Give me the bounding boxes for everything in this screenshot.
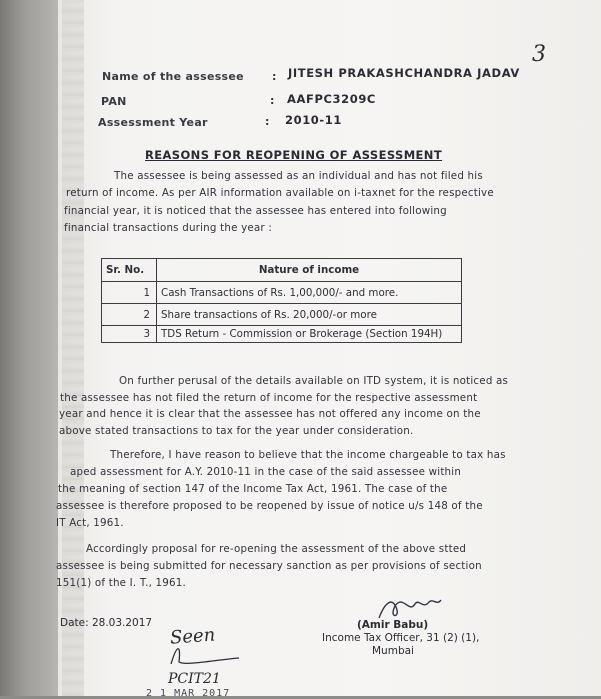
row-text: Share transactions of Rs. 20,000/-or more [157,304,462,326]
para-intro-line: return of income. As per AIR information available on i-taxnet for the respective [66,187,494,199]
para-belief-line: the meaning of section 147 of the Income Tax Act, 1961. The case of the [58,483,448,495]
para-proposal-line: assessee is being submitted for necessary sanction as per provisions of section [56,560,482,572]
para-belief-line: Therefore, I have reason to believe that the income chargeable to tax has [110,449,506,461]
document-date: Date: 28.03.2017 [60,617,153,629]
assessee-name: JITESH PRAKASHCHANDRA JADAV [288,66,520,80]
row-number: 3 [102,326,157,343]
para-belief-line: assessee is therefore proposed to be reopened by issue of notice u/s 148 of the [56,500,483,512]
row-number: 2 [102,304,157,326]
para-proposal-line: Accordingly proposal for re-opening the assessment of the above stted [86,543,467,555]
document-title: REASONS FOR REOPENING OF ASSESSMENT [145,148,443,162]
pcit-initials: PCIT21 [168,671,221,687]
col-header-sr: Sr. No. [102,259,157,282]
para-intro-line: financial year, it is noticed that the assessee has entered into following [64,205,447,217]
para-perusal-line: On further perusal of the details available on ITD system, it is noticed as [119,375,509,387]
seen-scribble [165,640,245,670]
pan-label: PAN [101,95,127,108]
page-number: 3 [532,42,546,67]
row-number: 1 [102,282,157,304]
officer-place: Mumbai [372,645,414,657]
row-text: Cash Transactions of Rs. 1,00,000/- and more. [157,282,462,304]
para-proposal-line: 151(1) of the I. T., 1961. [56,577,187,589]
binder-edge [62,0,84,696]
para-belief-line: IT Act, 1961. [56,517,124,529]
para-belief-line: aped assessment for A.Y. 2010-11 in the case of the said assessee within [70,466,462,478]
para-intro-line: The assessee is being assessed as an individual and has not filed his [114,170,483,182]
assessment-year-value: 2010-11 [285,113,342,127]
year-colon: : [265,115,270,128]
para-perusal-line: above stated transactions to tax for the year under consideration. [59,425,414,437]
seen-note: Seen [169,624,216,649]
table-row [102,304,462,326]
row-text: TDS Return - Commission or Brokerage (Section 194H) [157,326,462,343]
assessee-label: Name of the assessee [102,70,244,83]
assessee-colon: : [272,70,277,83]
pan-colon: : [270,94,275,107]
pan-value: AAFPC3209C [287,92,376,106]
assessment-year-label: Assessment Year [98,116,208,129]
table-row [102,326,462,343]
income-table [101,258,462,343]
scan-left-margin [0,0,58,696]
officer-name: (Amir Babu) [357,619,429,631]
table-header-row [102,259,462,282]
col-header-nature: Nature of income [157,259,462,282]
officer-designation: Income Tax Officer, 31 (2) (1), [322,632,480,644]
para-perusal-line: year and hence it is clear that the assessee has not offered any income on the [59,408,481,420]
table-row [102,282,462,304]
para-perusal-line: the assessee has not filed the return of income for the respective assessment [60,392,478,404]
para-intro-line: financial transactions during the year : [64,222,272,234]
received-stamp-date: 2 1 MAR 2017 [146,688,231,699]
